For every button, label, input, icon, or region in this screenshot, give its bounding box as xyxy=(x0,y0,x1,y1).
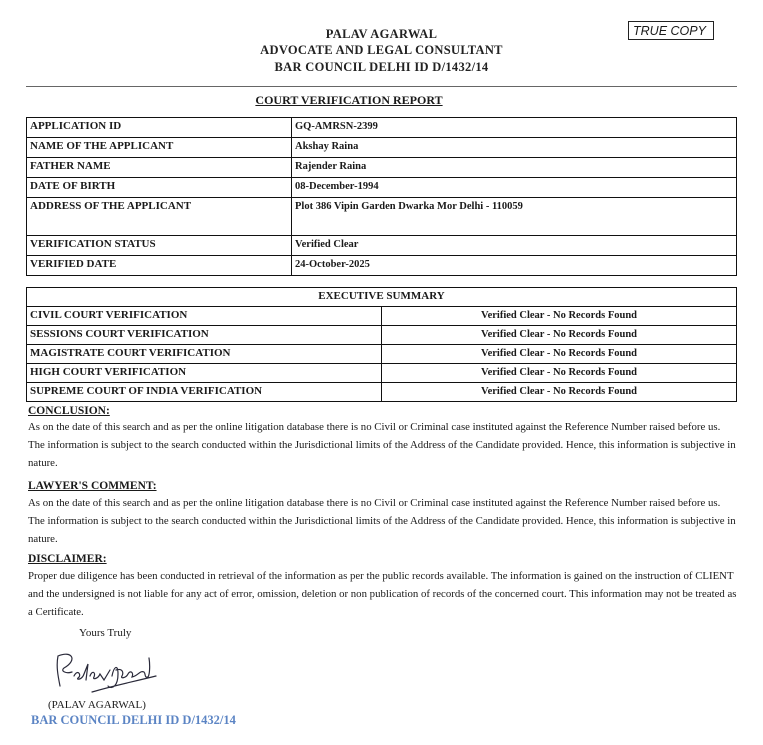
table-row xyxy=(27,118,737,138)
row-label: DATE OF BIRTH xyxy=(27,178,292,198)
table-row xyxy=(27,158,737,178)
signatory-bar-id: BAR COUNCIL DELHI ID D/1432/14 xyxy=(31,713,236,727)
row-label: HIGH COURT VERIFICATION xyxy=(27,364,382,383)
row-label: SUPREME COURT OF INDIA VERIFICATION xyxy=(27,383,382,402)
table-row xyxy=(27,326,737,345)
row-label: FATHER NAME xyxy=(27,158,292,178)
executive-summary-table xyxy=(26,287,737,402)
advocate-designation: ADVOCATE AND LEGAL CONSULTANT xyxy=(260,43,503,57)
table-header-row xyxy=(27,288,737,307)
table-row xyxy=(27,138,737,158)
row-value: Verified Clear - No Records Found xyxy=(382,383,737,402)
conclusion-heading: CONCLUSION: xyxy=(28,405,110,417)
row-label: MAGISTRATE COURT VERIFICATION xyxy=(27,345,382,364)
handwritten-signature xyxy=(52,646,162,696)
table-row xyxy=(27,383,737,402)
true-copy-stamp: TRUE COPY xyxy=(628,21,714,40)
table-row xyxy=(27,236,737,256)
advocate-name: PALAV AGARWAL xyxy=(325,27,438,41)
row-label: SESSIONS COURT VERIFICATION xyxy=(27,326,382,345)
table-row xyxy=(27,307,737,326)
table-row xyxy=(27,345,737,364)
row-value: 08-December-1994 xyxy=(292,178,737,198)
row-value: Verified Clear - No Records Found xyxy=(382,345,737,364)
row-value: Verified Clear - No Records Found xyxy=(382,326,737,345)
summary-title: EXECUTIVE SUMMARY xyxy=(27,288,737,307)
row-label: APPLICATION ID xyxy=(27,118,292,138)
applicant-details-table xyxy=(26,117,737,276)
row-label: VERIFICATION STATUS xyxy=(27,236,292,256)
table-row xyxy=(27,198,737,236)
row-value: Verified Clear - No Records Found xyxy=(382,364,737,383)
row-label: VERIFIED DATE xyxy=(27,256,292,276)
report-title: COURT VERIFICATION REPORT xyxy=(255,93,443,107)
disclaimer-text: Proper due diligence has been conducted in retrieval of the information as per the public records available. The information is gained on the instruction of CLIENT and the undersigned is not liable for any act of error, omission, deletion or non publication of records of the concerned court. This information may not be treated as a Certificate. xyxy=(28,570,737,618)
row-value: GQ-AMRSN-2399 xyxy=(292,118,737,138)
row-value: Verified Clear - No Records Found xyxy=(382,307,737,326)
conclusion-text: As on the date of this search and as per the online litigation database there is no Civil or Criminal case instituted against the Reference Number raised before us. The information is subject to the search conducted within the Jurisdictional limits of the Address of the Candidate provided. Hence, this information is subjective in nature. xyxy=(28,421,736,469)
table-row xyxy=(27,178,737,198)
lawyers-comment-text: As on the date of this search and as per the online litigation database there is no Civil or Criminal case instituted against the Reference Number raised before us. The information is subject to the search conducted within the Jurisdictional limits of the Address of the Candidate provided. Hence, this information is subjective in nature. xyxy=(28,497,736,545)
row-label: ADDRESS OF THE APPLICANT xyxy=(27,198,292,236)
row-value: Plot 386 Vipin Garden Dwarka Mor Delhi - 110059 xyxy=(292,198,737,236)
disclaimer-heading: DISCLAIMER: xyxy=(28,553,107,565)
row-value: Verified Clear xyxy=(292,236,737,256)
row-label: NAME OF THE APPLICANT xyxy=(27,138,292,158)
table-row xyxy=(27,256,737,276)
header-divider xyxy=(26,86,737,87)
advocate-bar-id: BAR COUNCIL DELHI ID D/1432/14 xyxy=(274,60,489,74)
row-value: Akshay Raina xyxy=(292,138,737,158)
signatory-name: (PALAV AGARWAL) xyxy=(48,699,146,711)
row-value: Rajender Raina xyxy=(292,158,737,178)
lawyers-comment-heading: LAWYER'S COMMENT: xyxy=(28,480,157,492)
row-value: 24-October-2025 xyxy=(292,256,737,276)
closing-text: Yours Truly xyxy=(79,627,132,639)
table-row xyxy=(27,364,737,383)
row-label: CIVIL COURT VERIFICATION xyxy=(27,307,382,326)
